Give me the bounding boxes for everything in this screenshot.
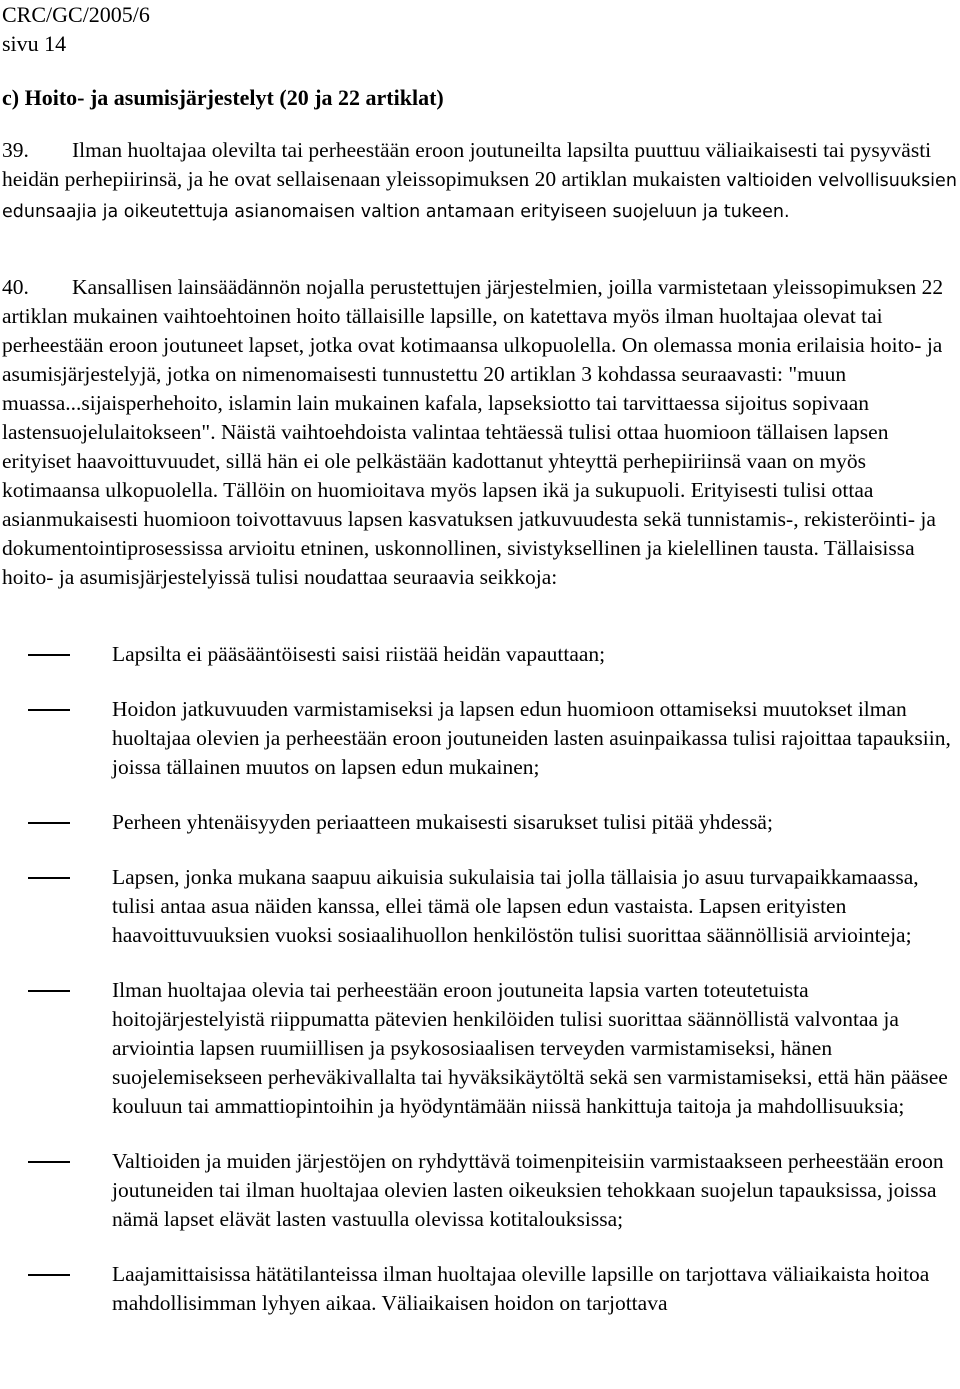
list-item xyxy=(0,1147,960,1234)
dash-bullet-icon xyxy=(28,1274,70,1276)
list-item-text: Ilman huoltajaa olevia tai perheestään eroon joutuneita lapsia varten toteutetuista hoitojärjestelyistä riippumatta pätevien henkilöiden tulisi suorittaa säännöllistä valvontaa ja arviointia lapsen ruumiillisen ja psykososiaalisen terveyden varmistamiseksi, hänen suojelemisekseen perheväkivallalta tai hyväksikäytöltä sekä sen varmistamiseksi, että hän pääsee kouluun tai ammattiopintoihin ja hyödyntämään niissä hankittuja taitoja ja mahdollisuuksia; xyxy=(112,978,948,1118)
dash-bullet-icon xyxy=(28,822,70,824)
list-item-text: Lapsilta ei pääsääntöisesti saisi riistää heidän vapauttaan; xyxy=(112,642,606,666)
page-number: sivu 14 xyxy=(2,31,67,56)
paragraph-40 xyxy=(2,273,958,592)
dash-bullet-icon xyxy=(28,990,70,992)
list-item-text: Laajamittaisissa hätätilanteissa ilman huoltajaa oleville lapsille on tarjottava väliaikaista hoitoa mahdollisimman lyhyen aikaa. Väliaikaisen hoidon on tarjottava xyxy=(112,1262,930,1315)
requirements-list xyxy=(0,640,960,1344)
list-item-text: Hoidon jatkuvuuden varmistamiseksi ja lapsen edun huomioon ottamiseksi muutokset ilman huoltajaa olevien ja perheestään eroon joutuneiden lasten asuinpaikassa tulisi rajoittaa tapauksiin, joissa tällainen muutos on lapsen edun mukainen; xyxy=(112,697,951,779)
paragraph-number: 39. xyxy=(2,138,29,162)
list-item xyxy=(0,808,960,837)
list-item xyxy=(0,695,960,782)
list-item xyxy=(0,976,960,1121)
dash-bullet-icon xyxy=(28,654,70,656)
paragraph-text: Kansallisen lainsäädännön nojalla perustettujen järjestelmien, joilla varmistetaan yleissopimuksen 22 artiklan mukainen vaihtoehtoinen hoito tällaisille lapsille, on katettava myös ilman huoltajaa olevat tai perheestään eroon joutuneet lapset, jotka ovat kotimaansa ulkopuolella. On olemassa monia erilaisia hoito- ja asumisjärjestelyjä, jotka on nimenomaisesti tunnustettu 20 artiklan 3 kohdassa seuraavasti: "muun muassa...sijaisperhehoito, islamin lain mukainen kafala, lapseksiotto tai tarvittaessa sijoitus sopivaan lastensuojelulaitokseen". Näistä vaihtoehdoista valintaa tehtäessä tulisi ottaa huomioon tällaisen lapsen erityiset haavoittuvuudet, sillä hän ei ole pelkästään kadottanut yhteyttä perhepiiriinsä vaan on myös kotimaansa ulkopuolella. Tällöin on huomioitava myös lapsen ikä ja sukupuoli. Erityisesti tulisi ottaa asianmukaisesti huomioon toivottavuus lapsen kasvatuksen jatkuvuudesta sekä tunnistamis-, rekisteröinti- ja dokumentointiprosessissa arvioitu etninen, uskonnollinen, sivistyksellinen ja kielellinen tausta. Tällaisissa hoito- ja asumisjärjestelyissä tulisi noudattaa seuraavia seikkoja: xyxy=(2,275,944,589)
list-item xyxy=(0,640,960,669)
dash-bullet-icon xyxy=(28,709,70,711)
list-item xyxy=(0,1260,960,1318)
paragraph-39 xyxy=(2,136,958,227)
document-code: CRC/GC/2005/6 xyxy=(2,2,150,27)
dash-bullet-icon xyxy=(28,877,70,879)
paragraph-number: 40. xyxy=(2,275,29,299)
section-heading: c) Hoito- ja asumisjärjestelyt (20 ja 22 artiklat) xyxy=(2,85,444,110)
page-header xyxy=(2,0,150,58)
dash-bullet-icon xyxy=(28,1161,70,1163)
paragraph-text: Ilman huoltajaa olevilta tai perheestään eroon joutuneilta lapsilta puuttuu väliaikaisesti tai pysyvästi heidän perhepiirinsä, ja he ovat sellaisenaan yleissopimuksen 20 artiklan mukaisten xyxy=(2,138,932,191)
list-item-text: Perheen yhtenäisyyden periaatteen mukaisesti sisarukset tulisi pitää yhdessä; xyxy=(112,810,773,834)
list-item xyxy=(0,863,960,950)
paragraph-text-continuation: valtioiden velvollisuuksien edunsaajia ja oikeutettuja asianomaisen valtion antamaan erityiseen suojeluun ja tukeen. xyxy=(2,171,957,222)
list-item-text: Valtioiden ja muiden järjestöjen on ryhdyttävä toimenpiteisiin varmistaakseen perheestään eroon joutuneiden tai ilman huoltajaa olevien lasten oikeuksien tehokkaan suojelun tapauksissa, joissa nämä lapset elävät lasten vastuulla olevissa kotitalouksissa; xyxy=(112,1149,944,1231)
list-item-text: Lapsen, jonka mukana saapuu aikuisia sukulaisia tai jolla tällaisia jo asuu turvapaikkamaassa, tulisi antaa asua näiden kanssa, ellei tämä ole lapsen edun vastaista. Lapsen erityisten haavoittuvuuksien vuoksi sosiaalihuollon henkilöstön tulisi suorittaa säännöllisiä arviointeja; xyxy=(112,865,919,947)
